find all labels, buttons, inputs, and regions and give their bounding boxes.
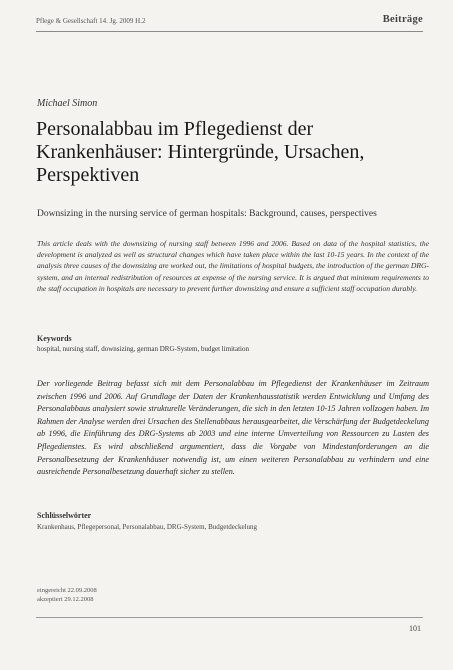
section-label: Beiträge [382,14,423,25]
journal-reference: Pflege & Gesellschaft 14. Jg. 2009 H.2 [36,17,146,25]
footer-rule [36,617,423,618]
author-name: Michael Simon [37,98,98,109]
running-header [36,14,423,32]
english-title: Downsizing in the nursing service of german hospitals: Background, causes, perspectives [37,209,377,219]
submission-dates [37,586,97,604]
header-rule [36,31,423,32]
article-title: Personalabbau im Pflegedienst der Krankenhäuser: Hintergründe, Ursachen, Perspektiven [36,118,365,186]
page-number: 101 [409,624,421,633]
schlagwoerter-text: Krankenhaus, Pflegepersonal, Personalabbau, DRG-System, Budgetdeckelung [37,523,258,531]
keywords-text: hospital, nursing staff, downsizing, german DRG-System, budget limitation [37,345,249,353]
german-abstract: Der vorliegende Beitrag befasst sich mit dem Personalabbau im Pflegedienst der Krankenhäuser im Zeitraum zwischen 1996 und 2006. Auf Grundlage der Daten der Krankenhausstatistik werden Entwicklung und Umfang des Personalabbaus analysiert sowie strukturelle Veränderungen, die sich in den letzten 10-15 Jahren vollzogen haben. Im Rahmen der Analyse werden drei Ursachen des Stellenabbaus herausgearbeitet, die Verschärfung der Budgetdeckelung ab 1996, die Einführung des DRG-Systems ab 2003 und eine interne Umverteilung von Ressourcen zu Lasten des Pflegedienstes. Es wird abschließend argumentiert, dass die Vorgabe von Mindestanforderungen an die Personalbesetzung der Krankenhäuser notwendig ist, um einen weiteren Personalabbau zu verhindern und eine ausreichende Personalbesetzung dauerhaft sicher zu stellen. [37,379,429,477]
accepted-date: akzeptiert 29.12.2008 [37,596,94,603]
schlagwoerter-heading: Schlüsselwörter [37,511,92,520]
keywords-heading: Keywords [37,334,72,343]
english-abstract: This article deals with the downsizing of nursing staff between 1996 and 2006. Based on data of the hospital statistics, the development is analyzed as well as structural changes which have taken place within the last 10-15 years. In the context of the analysis three causes of the downsizing are worked out, the limitations of hospital budgets, the introduction of the german DRG-system, and an internal redistribution of resources at expense of the nursing service. It is argued that minimum requirements to the staff occupation in hospitals are necessary to prevent further downsizing and ensure a sufficient staff occupation durably. [37,239,429,293]
received-date: eingereicht 22.09.2008 [37,587,97,594]
